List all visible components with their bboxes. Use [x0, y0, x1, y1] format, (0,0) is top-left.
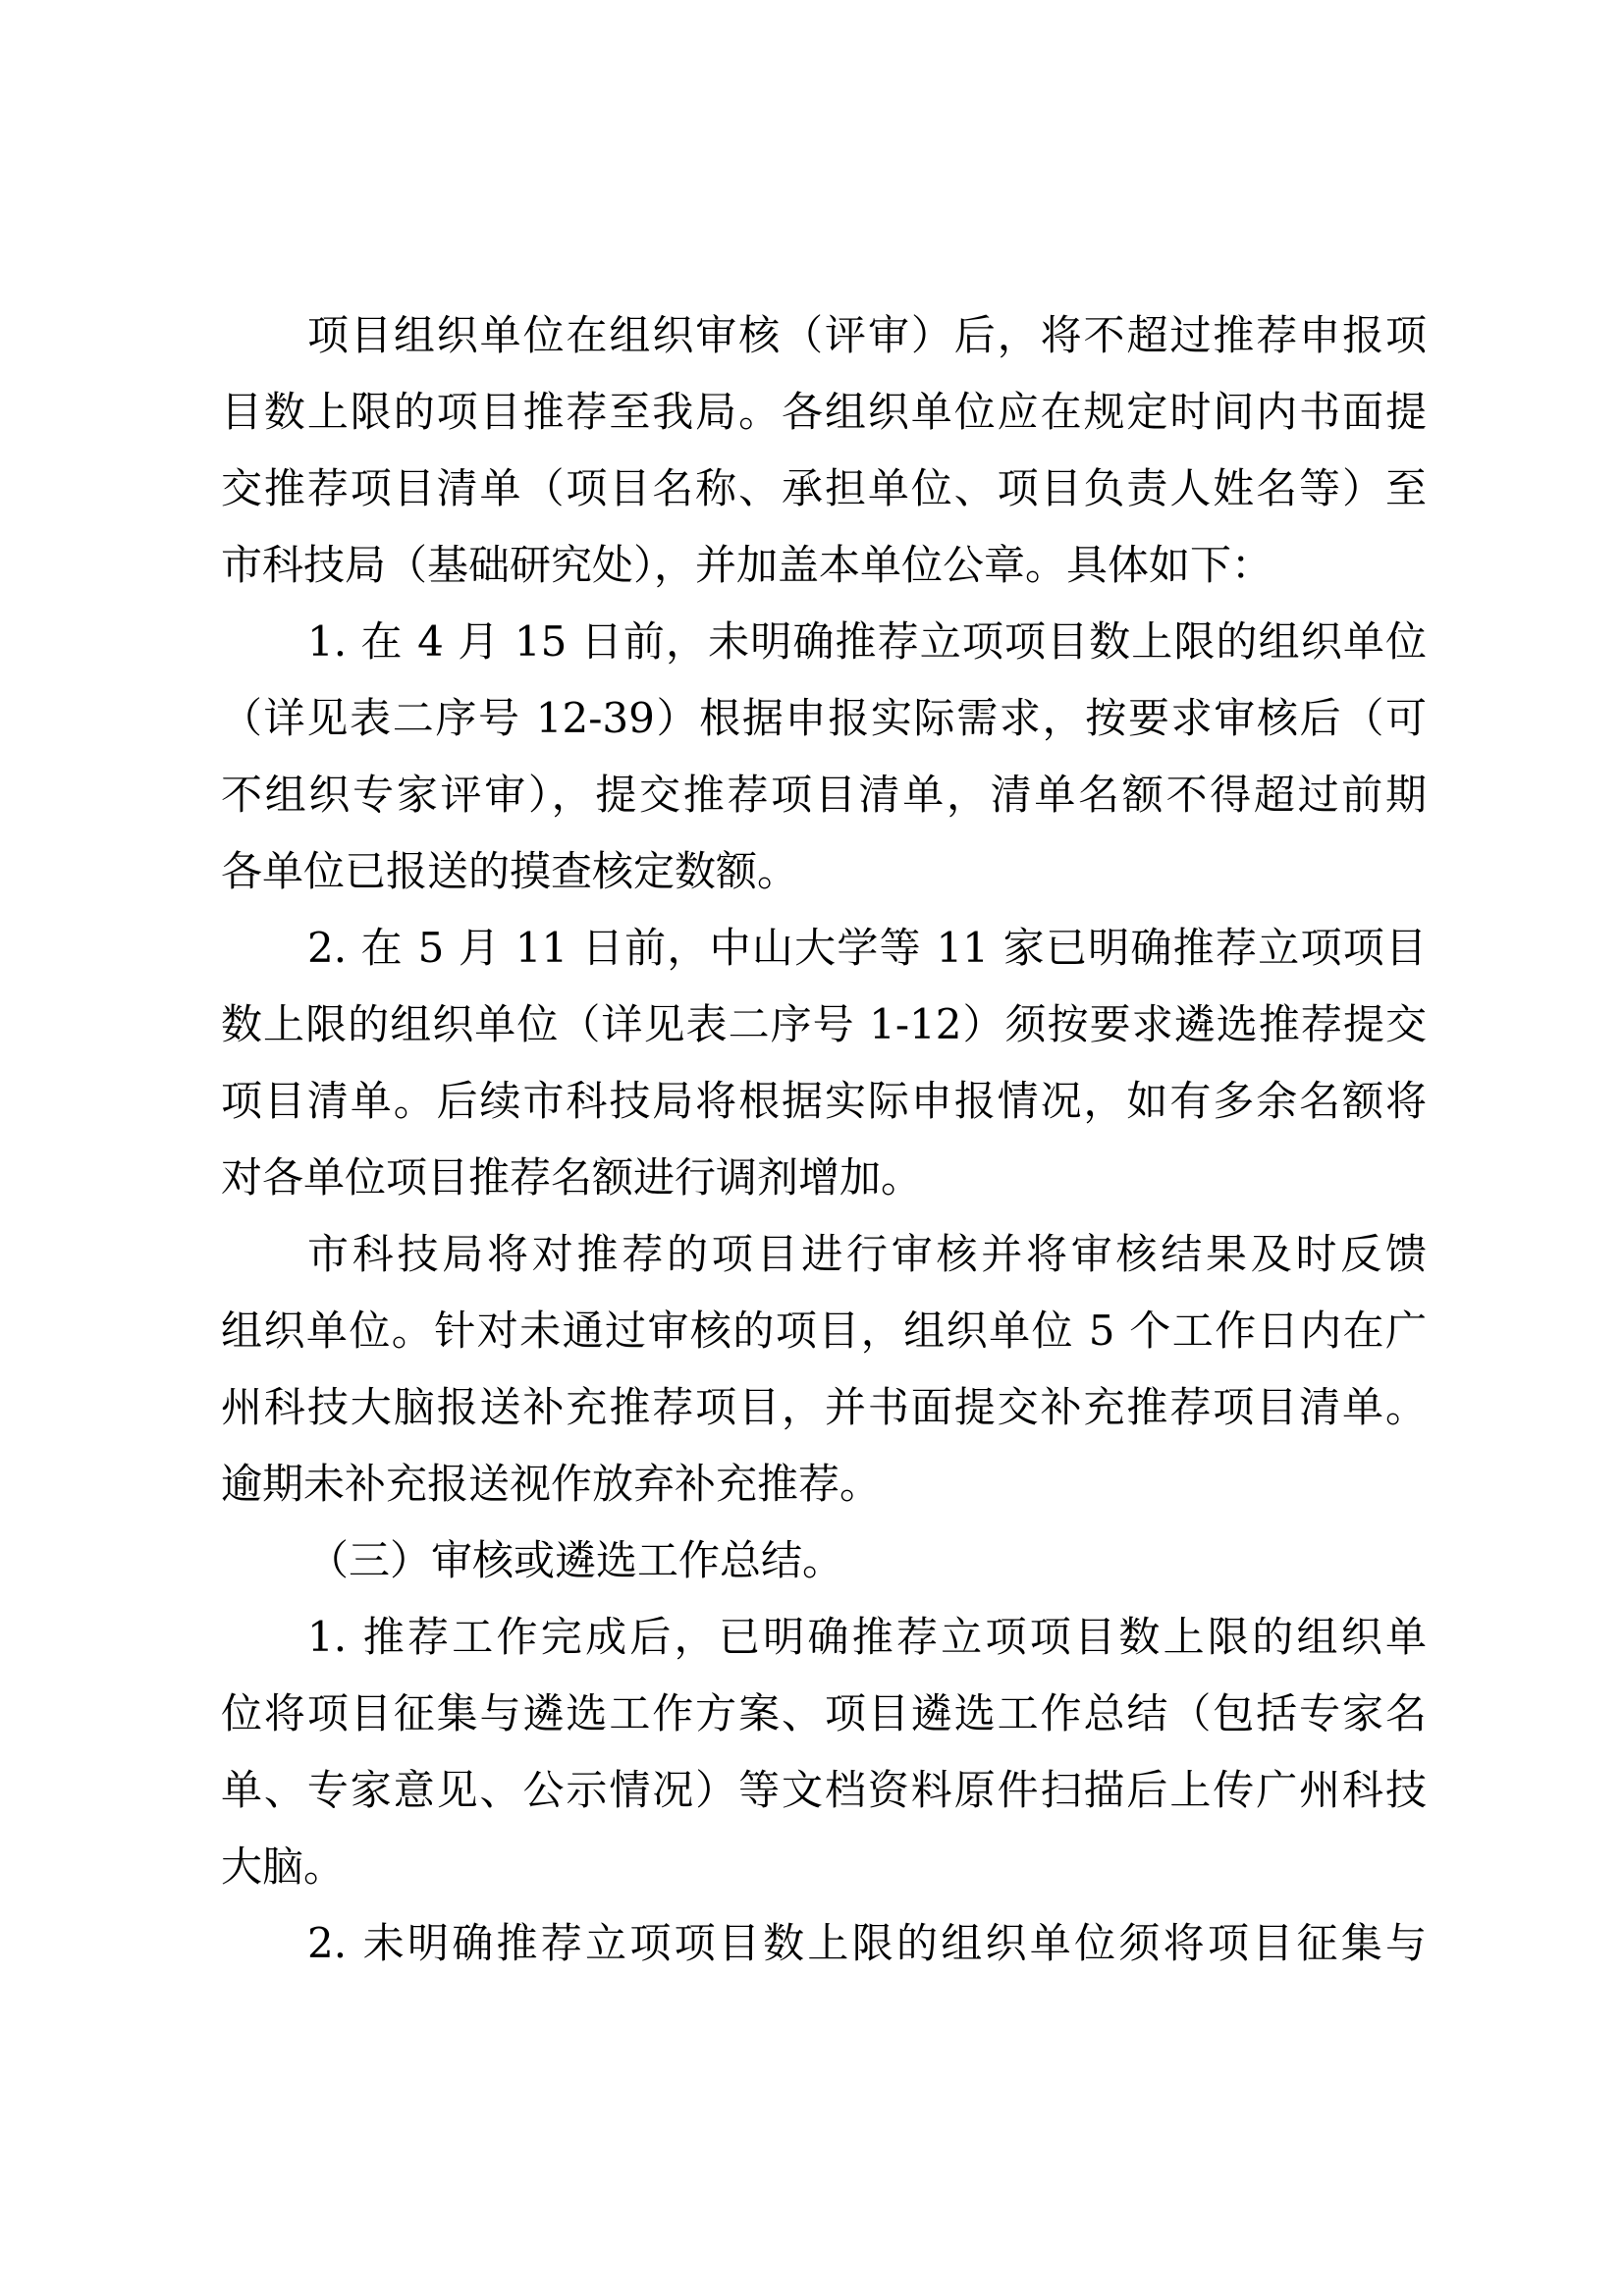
summary-item-1-paragraph [221, 1599, 1427, 1905]
document-body [221, 297, 1427, 1982]
summary-item-2-paragraph [221, 1905, 1427, 1982]
text-line: 交推荐项目清单（项目名称、承担单位、项目负责人姓名等）至 [221, 464, 1427, 512]
item-1-paragraph [221, 604, 1427, 910]
text-line: 位将项目征集与遴选工作方案、项目遴选工作总结（包括专家名 [221, 1689, 1427, 1737]
text-line: 2. 在 5 月 11 日前，中山大学等 11 家已明确推荐立项项目 [307, 924, 1427, 972]
text-line: 1. 在 4 月 15 日前，未明确推荐立项项目数上限的组织单位 [307, 617, 1427, 666]
text-line: 市科技局将对推荐的项目进行审核并将审核结果及时反馈 [307, 1230, 1427, 1278]
text-line: 单、专家意见、公示情况）等文档资料原件扫描后上传广州科技 [221, 1766, 1427, 1814]
text-line: 项目组织单位在组织审核（评审）后，将不超过推荐申报项 [307, 311, 1427, 359]
text-line: 数上限的组织单位（详见表二序号 1-12）须按要求遴选推荐提交 [221, 1000, 1427, 1048]
text-line: 2. 未明确推荐立项项目数上限的组织单位须将项目征集与 [307, 1919, 1427, 1967]
text-line: （详见表二序号 12-39）根据申报实际需求，按要求审核后（可 [221, 694, 1427, 742]
item-2-paragraph [221, 910, 1427, 1216]
text-line: 项目清单。后续市科技局将根据实际申报情况，如有多余名额将 [221, 1077, 1427, 1125]
text-line: 大脑。 [221, 1842, 346, 1891]
text-line: 逾期未补充报送视作放弃补充推荐。 [221, 1460, 882, 1508]
review-feedback-paragraph [221, 1216, 1427, 1522]
intro-paragraph [221, 297, 1427, 604]
text-line: 市科技局（基础研究处），并加盖本单位公章。具体如下： [221, 541, 1273, 589]
text-line: 1. 推荐工作完成后，已明确推荐立项项目数上限的组织单 [307, 1613, 1427, 1661]
text-line: 州科技大脑报送补充推荐项目，并书面提交补充推荐项目清单。 [221, 1383, 1427, 1431]
text-line: 各单位已报送的摸查核定数额。 [221, 847, 799, 895]
text-line: 组织单位。针对未通过审核的项目，组织单位 5 个工作日内在广 [221, 1307, 1427, 1355]
text-line: 不组织专家评审），提交推荐项目清单，清单名额不得超过前期 [221, 771, 1427, 819]
text-line: 目数上限的项目推荐至我局。各组织单位应在规定时间内书面提 [221, 388, 1427, 436]
section-heading: （三）审核或遴选工作总结。 [307, 1536, 844, 1584]
text-line: 对各单位项目推荐名额进行调剂增加。 [221, 1153, 923, 1201]
section-heading-summary [221, 1522, 1427, 1599]
